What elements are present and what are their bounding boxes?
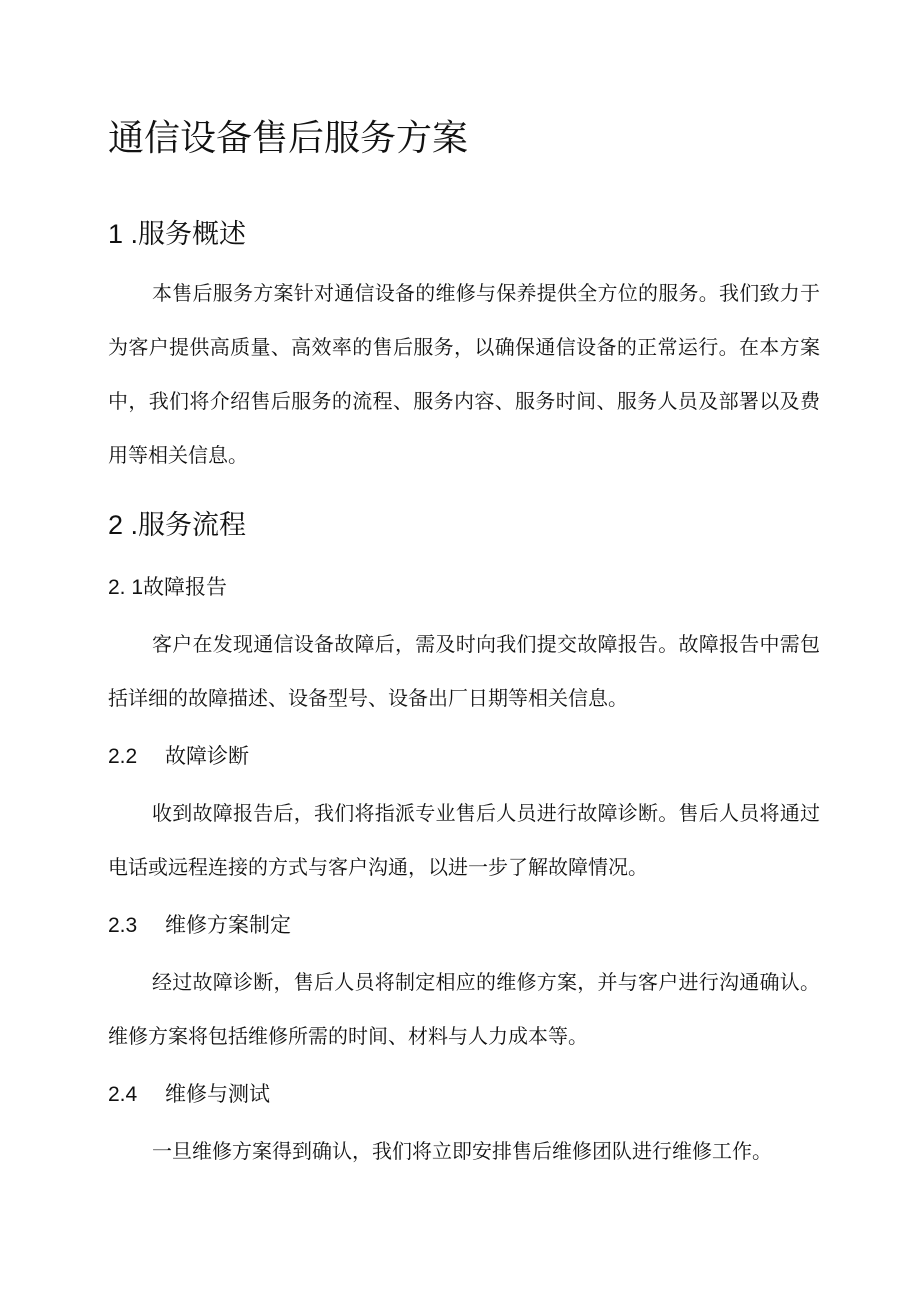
subsection-2-4-heading [108,1078,270,1111]
section-2-title: 服务流程 [138,510,247,541]
subsection-2-3-number: 2.3 [108,914,138,937]
subsection-2-2-title: 故障诊断 [165,744,249,768]
section-2-number: 2 . [108,510,139,540]
subsection-2-2-paragraph: 收到故障报告后，我们将指派专业售后人员进行故障诊断。售后人员将通过电话或远程连接的方式与客户沟通，以进一步了解故障情况。 [108,801,820,879]
document-title: 通信设备售后服务方案 [108,118,469,159]
section-1-title: 服务概述 [138,219,247,250]
subsection-2-3-title: 维修方案制定 [165,913,291,937]
subsection-2-1-number: 2. 1 [108,576,144,599]
subsection-2-2-heading [108,740,249,773]
section-1-heading [108,214,246,255]
subsection-2-1-heading [108,571,227,604]
subsection-2-2-number: 2.2 [108,745,138,768]
section-2-heading [108,505,246,546]
subsection-2-4-title: 维修与测试 [165,1082,270,1106]
section-1-number: 1 . [108,219,139,249]
subsection-2-4-paragraph: 一旦维修方案得到确认，我们将立即安排售后维修团队进行维修工作。 [152,1139,772,1163]
subsection-2-1-paragraph: 客户在发现通信设备故障后，需及时向我们提交故障报告。故障报告中需包括详细的故障描述、设备型号、设备出厂日期等相关信息。 [108,632,820,710]
subsection-2-1-title: 故障报告 [143,575,228,599]
subsection-2-3-heading [108,909,291,942]
subsection-2-3-paragraph: 经过故障诊断，售后人员将制定相应的维修方案，并与客户进行沟通确认。维修方案将包括维修所需的时间、材料与人力成本等。 [108,970,820,1048]
section-1-paragraph: 本售后服务方案针对通信设备的维修与保养提供全方位的服务。我们致力于为客户提供高质量、高效率的售后服务，以确保通信设备的正常运行。在本方案中，我们将介绍售后服务的流程、服务内容、服务时间、服务人员及部署以及费用等相关信息。 [108,281,820,467]
subsection-2-4-number: 2.4 [108,1083,138,1106]
